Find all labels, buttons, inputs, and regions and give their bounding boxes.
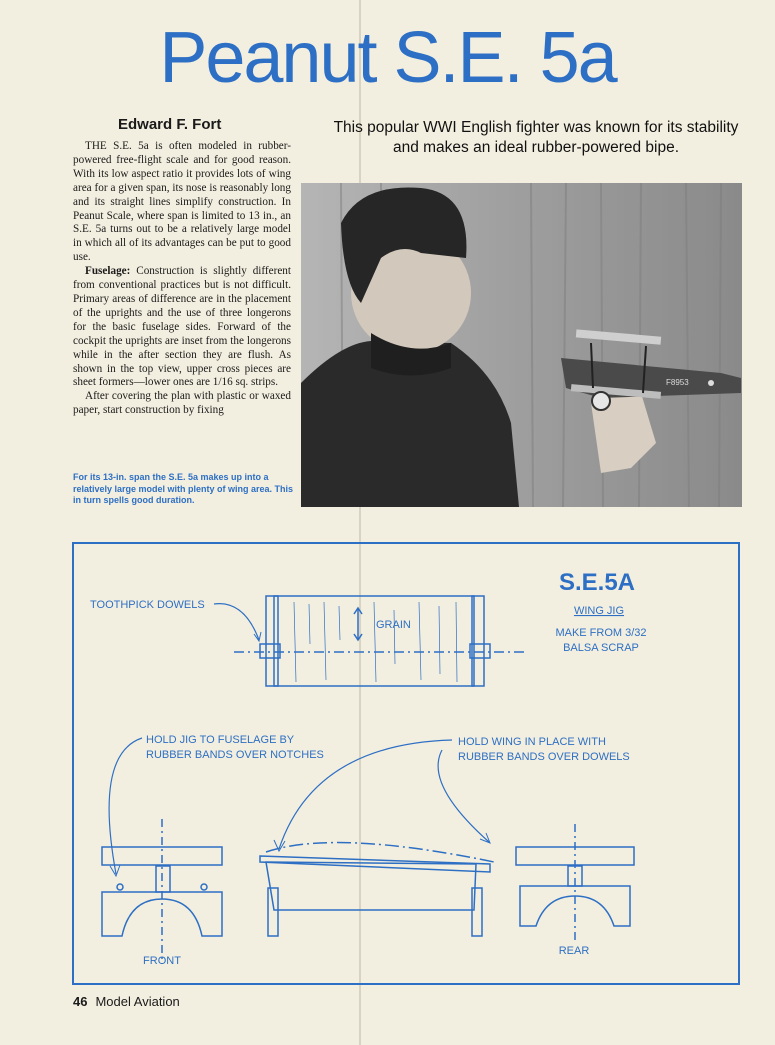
plan-note-2: BALSA SCRAP bbox=[563, 642, 639, 654]
plan-subheading: WING JIG bbox=[573, 605, 625, 617]
model-photo bbox=[301, 183, 742, 507]
front-label: FRONT bbox=[143, 955, 181, 967]
article-title: Peanut S.E. 5a bbox=[159, 18, 616, 98]
page-number: 46 bbox=[73, 994, 88, 1009]
plan-note-1: MAKE FROM 3/32 bbox=[555, 627, 647, 639]
hold-wing-label-1: HOLD WING IN PLACE WITH bbox=[458, 736, 606, 748]
page-footer bbox=[73, 994, 180, 1009]
section-lead: Fuselage: bbox=[85, 265, 131, 278]
jig-rear-view bbox=[516, 824, 634, 944]
rear-label: REAR bbox=[558, 945, 590, 957]
wing-jig-plan bbox=[72, 542, 740, 985]
grain-label: GRAIN bbox=[376, 619, 411, 631]
hold-jig-label-1: HOLD JIG TO FUSELAGE BY bbox=[146, 734, 295, 746]
dowels-label: TOOTHPICK DOWELS bbox=[90, 599, 205, 611]
article-subtitle: This popular WWI English fighter was known for its stability and makes an ideal rubber-powered bipe. bbox=[333, 119, 739, 156]
hold-wing-label-2: RUBBER BANDS OVER DOWELS bbox=[458, 751, 630, 763]
body-paragraph: THE S.E. 5a is often modeled in rubber-powered free-flight scale and for good reason. With its low aspect ratio it provides lots of wing area for a given span, its nose is reasonably long and its straight lines simplify construction. In Peanut Scale, where span is limited to 13 in., an S.E. 5a turns out to be a relatively large model in which all of its advantages can be put to good use. bbox=[73, 140, 291, 264]
photo-caption: For its 13-in. span the S.E. 5a makes up into a relatively large model with plenty of wing area. This in turn spells good duration. bbox=[73, 472, 294, 505]
jig-side-view bbox=[260, 843, 494, 936]
author-byline: Edward F. Fort bbox=[118, 116, 222, 133]
hold-jig-label-2: RUBBER BANDS OVER NOTCHES bbox=[146, 749, 324, 761]
jig-top-view bbox=[234, 596, 524, 686]
jig-front-view bbox=[102, 819, 222, 964]
publication-name: Model Aviation bbox=[95, 994, 180, 1009]
aircraft-marking: F8953 bbox=[666, 378, 689, 387]
plan-heading: S.E.5A bbox=[558, 569, 636, 596]
article-body bbox=[73, 140, 291, 418]
body-paragraph: After covering the plan with plastic or waxed paper, start construction by fixing bbox=[73, 390, 291, 417]
body-paragraph: Fuselage: Construction is slightly different from conventional practices but is not difficult. Primary areas of difference are in the placement of the uprights and the use of three longerons for the basic fuselage sides. Forward of the cockpit the uprights are inset from the longerons while in the after section they are flush. As shown in the top view, upper cross pieces are sheet formers—lower ones are 1/16 sq. strips. bbox=[73, 265, 291, 389]
